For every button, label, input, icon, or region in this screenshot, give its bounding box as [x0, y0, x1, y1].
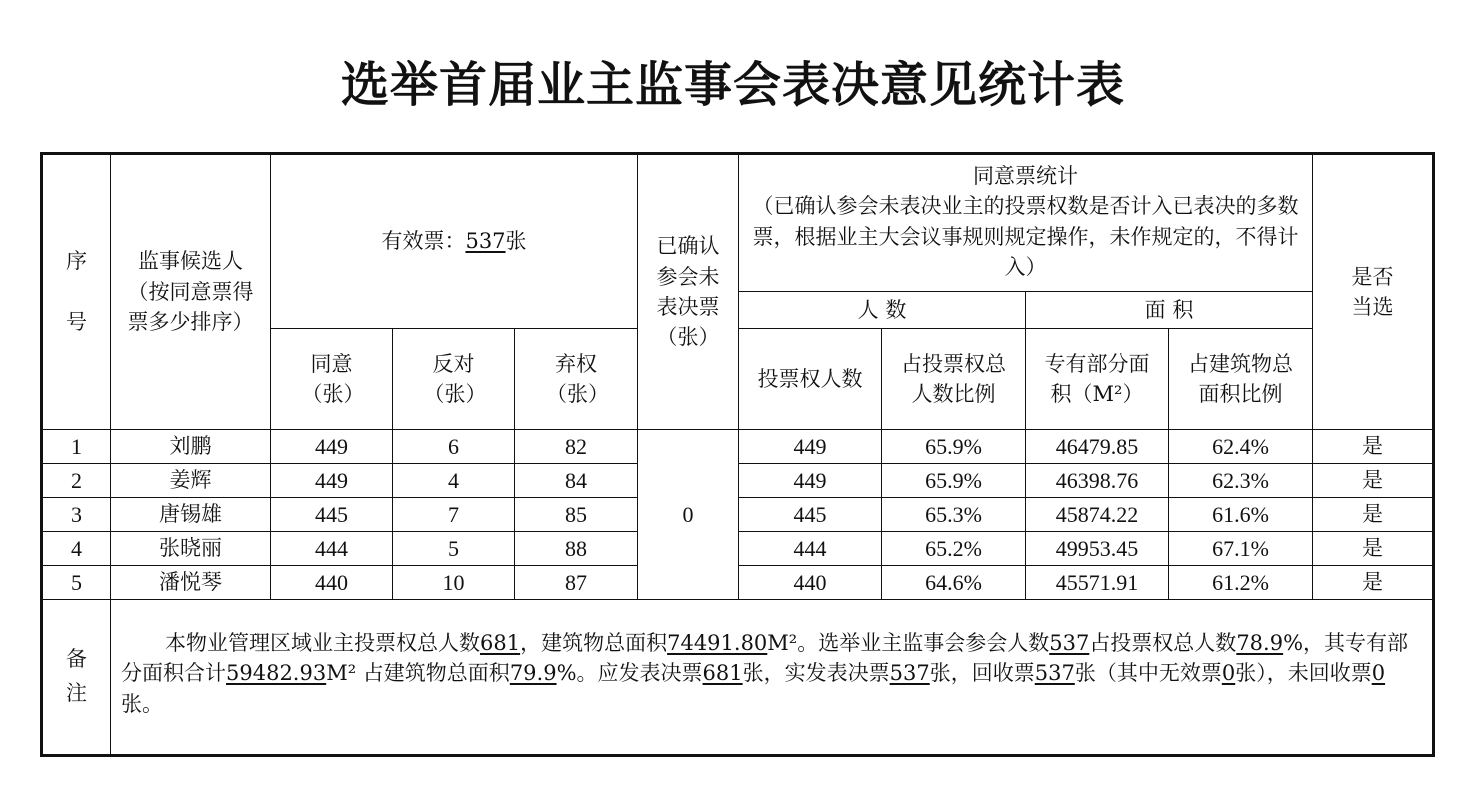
cell-name: 潘悦琴	[111, 566, 271, 600]
cell-abstain: 85	[515, 498, 638, 532]
cell-voters: 440	[739, 566, 882, 600]
cell-agree: 449	[271, 464, 393, 498]
table-row	[42, 430, 1434, 464]
cell-area: 46398.76	[1026, 464, 1169, 498]
cell-name: 刘鹏	[111, 430, 271, 464]
cell-area-ratio: 61.6%	[1169, 498, 1313, 532]
header-voting-persons: 投票权人数	[739, 329, 882, 430]
cell-name: 姜辉	[111, 464, 271, 498]
cell-oppose: 10	[393, 566, 515, 600]
cell-name: 张晓丽	[111, 532, 271, 566]
cell-voter-ratio: 65.3%	[882, 498, 1026, 532]
cell-oppose: 6	[393, 430, 515, 464]
cell-voter-ratio: 64.6%	[882, 566, 1026, 600]
cell-elected: 是	[1313, 430, 1434, 464]
remarks-label: 备注	[42, 600, 111, 756]
cell-seq: 2	[42, 464, 111, 498]
header-oppose: 反对（张）	[393, 329, 515, 430]
remarks-row	[42, 600, 1434, 756]
cell-oppose: 4	[393, 464, 515, 498]
cell-voters: 449	[739, 464, 882, 498]
statistics-table	[40, 152, 1435, 757]
cell-elected: 是	[1313, 464, 1434, 498]
header-confirmed-absent: 已确认参会未表决票（张）	[638, 154, 739, 430]
header-abstain: 弃权（张）	[515, 329, 638, 430]
cell-elected: 是	[1313, 532, 1434, 566]
cell-abstain: 82	[515, 430, 638, 464]
header-persons: 人 数	[739, 292, 1026, 329]
cell-seq: 5	[42, 566, 111, 600]
cell-voter-ratio: 65.9%	[882, 430, 1026, 464]
cell-voter-ratio: 65.9%	[882, 464, 1026, 498]
cell-area: 45874.22	[1026, 498, 1169, 532]
cell-seq: 4	[42, 532, 111, 566]
header-candidate: 监事候选人（按同意票得票多少排序）	[111, 154, 271, 430]
agree-stats-note: （已确认参会未表决业主的投票权数是否计入已表决的多数票，根据业主大会议事规则规定操作，未作规定的，不得计入）	[752, 194, 1299, 280]
header-elected: 是否当选	[1313, 154, 1434, 430]
remarks-text: 本物业管理区域业主投票权总人数681，建筑物总面积74491.80M²。选举业主监事会参会人数537占投票权总人数78.9%，其专有部分面积合计59482.93M² 占建筑物总面积79.9%。应发表决票681张，实发表决票537张，回收票537张（其中无效票0张），未回收票0张。	[111, 600, 1434, 756]
cell-abstain: 84	[515, 464, 638, 498]
cell-area: 49953.45	[1026, 532, 1169, 566]
header-agree-stats: 同意票统计 （已确认参会未表决业主的投票权数是否计入已表决的多数票，根据业主大会议事规则规定操作，未作规定的，不得计入）	[739, 154, 1313, 292]
cell-agree: 440	[271, 566, 393, 600]
cell-name: 唐锡雄	[111, 498, 271, 532]
header-agree: 同意（张）	[271, 329, 393, 430]
valid-votes-count: 537	[465, 229, 506, 254]
cell-confirmed-absent: 0	[638, 430, 739, 600]
header-area: 面 积	[1026, 292, 1313, 329]
cell-abstain: 88	[515, 532, 638, 566]
header-persons-ratio: 占投票权总人数比例	[882, 329, 1026, 430]
cell-elected: 是	[1313, 566, 1434, 600]
cell-oppose: 5	[393, 532, 515, 566]
cell-voters: 444	[739, 532, 882, 566]
cell-seq: 3	[42, 498, 111, 532]
cell-voters: 449	[739, 430, 882, 464]
cell-agree: 449	[271, 430, 393, 464]
cell-area: 46479.85	[1026, 430, 1169, 464]
cell-area-ratio: 67.1%	[1169, 532, 1313, 566]
cell-voter-ratio: 65.2%	[882, 532, 1026, 566]
page-title: 选举首届业主监事会表决意见统计表	[340, 57, 1125, 113]
cell-agree: 444	[271, 532, 393, 566]
cell-oppose: 7	[393, 498, 515, 532]
cell-voters: 445	[739, 498, 882, 532]
cell-seq: 1	[42, 430, 111, 464]
header-exclusive-area: 专有部分面积（M²）	[1026, 329, 1169, 430]
cell-agree: 445	[271, 498, 393, 532]
cell-elected: 是	[1313, 498, 1434, 532]
cell-area-ratio: 62.3%	[1169, 464, 1313, 498]
cell-abstain: 87	[515, 566, 638, 600]
cell-area: 45571.91	[1026, 566, 1169, 600]
header-seq: 序号	[42, 154, 111, 430]
cell-area-ratio: 61.2%	[1169, 566, 1313, 600]
header-valid-votes: 有效票：537张	[271, 154, 638, 329]
cell-area-ratio: 62.4%	[1169, 430, 1313, 464]
header-area-ratio: 占建筑物总面积比例	[1169, 329, 1313, 430]
